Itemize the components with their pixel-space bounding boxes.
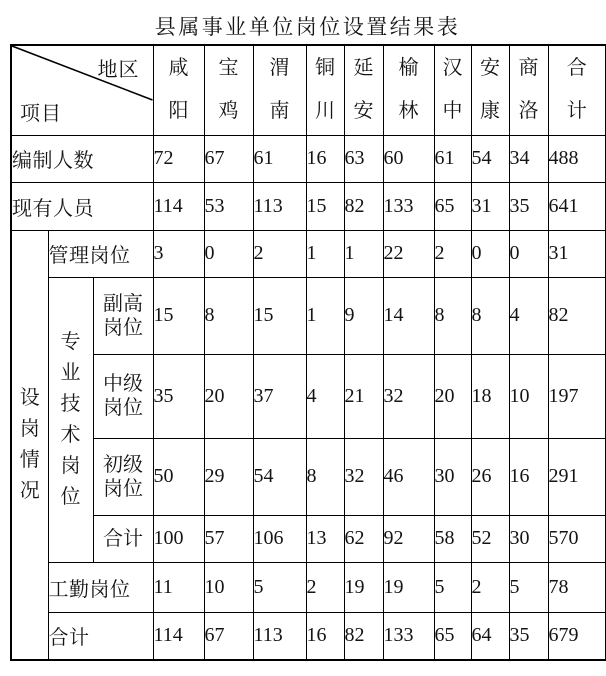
data-cell: 19 <box>383 562 434 612</box>
region-header-label: 汉中 <box>442 57 463 123</box>
region-header-label: 宝鸡 <box>218 57 239 123</box>
region-header-label: 延安 <box>353 57 374 123</box>
data-cell: 10 <box>509 354 548 438</box>
data-cell: 21 <box>344 354 383 438</box>
data-cell: 20 <box>434 354 471 438</box>
table-row <box>11 562 606 612</box>
region-header-label: 榆林 <box>398 57 419 123</box>
data-cell: 4 <box>306 354 344 438</box>
data-cell: 82 <box>548 277 606 354</box>
section-label: 设岗情况 <box>19 386 40 502</box>
sub-row-label: 合计 <box>93 515 153 562</box>
data-cell: 4 <box>509 277 548 354</box>
data-cell: 0 <box>509 230 548 277</box>
data-cell: 679 <box>548 612 606 660</box>
data-cell: 133 <box>383 612 434 660</box>
data-cell: 22 <box>383 230 434 277</box>
data-cell: 11 <box>153 562 204 612</box>
data-cell: 61 <box>253 135 306 182</box>
data-cell: 8 <box>306 438 344 515</box>
position-setting-table <box>10 44 606 661</box>
data-cell: 15 <box>253 277 306 354</box>
data-cell: 15 <box>306 182 344 230</box>
table-row <box>11 438 606 515</box>
data-cell: 31 <box>548 230 606 277</box>
data-cell: 2 <box>253 230 306 277</box>
data-cell: 82 <box>344 612 383 660</box>
data-cell: 5 <box>509 562 548 612</box>
section-label-cell <box>11 230 48 660</box>
data-cell: 16 <box>306 135 344 182</box>
data-cell: 34 <box>509 135 548 182</box>
region-header <box>344 45 383 135</box>
data-cell: 3 <box>153 230 204 277</box>
row-label: 工勤岗位 <box>48 562 153 612</box>
region-header-label: 商洛 <box>518 57 539 123</box>
data-cell: 65 <box>434 612 471 660</box>
data-cell: 50 <box>153 438 204 515</box>
corner-label-item: 项目 <box>20 102 62 125</box>
data-cell: 26 <box>471 438 509 515</box>
data-cell: 0 <box>204 230 253 277</box>
data-cell: 30 <box>434 438 471 515</box>
row-label: 现有人员 <box>11 182 153 230</box>
data-cell: 641 <box>548 182 606 230</box>
data-cell: 63 <box>344 135 383 182</box>
region-header-label: 铜川 <box>315 57 335 123</box>
sub-row-label: 副高岗位 <box>93 277 153 354</box>
professional-label-cell <box>48 277 93 562</box>
data-cell: 1 <box>306 277 344 354</box>
sub-row-label: 中级岗位 <box>93 354 153 438</box>
data-cell: 8 <box>434 277 471 354</box>
data-cell: 0 <box>471 230 509 277</box>
page-title: 县属事业单位岗位设置结果表 <box>154 15 461 39</box>
region-header <box>434 45 471 135</box>
row-label: 管理岗位 <box>48 230 153 277</box>
corner-label-region: 地区 <box>97 59 140 81</box>
data-cell: 5 <box>434 562 471 612</box>
region-header <box>471 45 509 135</box>
region-header <box>153 45 204 135</box>
data-cell: 65 <box>434 182 471 230</box>
table-row <box>11 277 606 354</box>
data-cell: 52 <box>471 515 509 562</box>
table-row <box>11 182 606 230</box>
data-cell: 14 <box>383 277 434 354</box>
data-cell: 5 <box>253 562 306 612</box>
region-header <box>253 45 306 135</box>
data-cell: 113 <box>253 182 306 230</box>
region-header-label: 渭南 <box>269 57 290 123</box>
data-cell: 16 <box>306 612 344 660</box>
region-header-label: 咸阳 <box>168 57 189 123</box>
data-cell: 54 <box>253 438 306 515</box>
data-cell: 31 <box>471 182 509 230</box>
region-header-label: 合计 <box>566 57 587 123</box>
data-cell: 9 <box>344 277 383 354</box>
data-cell: 35 <box>509 182 548 230</box>
data-cell: 58 <box>434 515 471 562</box>
region-header <box>306 45 344 135</box>
header-row <box>11 45 606 135</box>
data-cell: 197 <box>548 354 606 438</box>
data-cell: 67 <box>204 135 253 182</box>
data-cell: 72 <box>153 135 204 182</box>
data-cell: 15 <box>153 277 204 354</box>
data-cell: 67 <box>204 612 253 660</box>
region-header <box>383 45 434 135</box>
data-cell: 37 <box>253 354 306 438</box>
data-cell: 8 <box>471 277 509 354</box>
data-cell: 291 <box>548 438 606 515</box>
data-cell: 113 <box>253 612 306 660</box>
table-row <box>11 515 606 562</box>
data-cell: 20 <box>204 354 253 438</box>
data-cell: 46 <box>383 438 434 515</box>
professional-label: 专业技术岗位 <box>60 330 81 508</box>
corner-header-cell <box>11 45 153 135</box>
data-cell: 100 <box>153 515 204 562</box>
data-cell: 62 <box>344 515 383 562</box>
row-label: 编制人数 <box>11 135 153 182</box>
data-cell: 114 <box>153 182 204 230</box>
data-cell: 1 <box>344 230 383 277</box>
region-header-label: 安康 <box>480 57 500 123</box>
data-cell: 488 <box>548 135 606 182</box>
data-cell: 30 <box>509 515 548 562</box>
data-cell: 29 <box>204 438 253 515</box>
data-cell: 60 <box>383 135 434 182</box>
data-cell: 35 <box>153 354 204 438</box>
data-cell: 18 <box>471 354 509 438</box>
region-header <box>204 45 253 135</box>
region-header <box>548 45 606 135</box>
data-cell: 61 <box>434 135 471 182</box>
data-cell: 92 <box>383 515 434 562</box>
data-cell: 64 <box>471 612 509 660</box>
table-row <box>11 612 606 660</box>
data-cell: 35 <box>509 612 548 660</box>
table-row <box>11 230 606 277</box>
data-cell: 19 <box>344 562 383 612</box>
data-cell: 2 <box>306 562 344 612</box>
data-cell: 82 <box>344 182 383 230</box>
data-cell: 78 <box>548 562 606 612</box>
data-cell: 57 <box>204 515 253 562</box>
data-cell: 8 <box>204 277 253 354</box>
data-cell: 53 <box>204 182 253 230</box>
data-cell: 1 <box>306 230 344 277</box>
data-cell: 114 <box>153 612 204 660</box>
data-cell: 13 <box>306 515 344 562</box>
table-row <box>11 354 606 438</box>
data-cell: 32 <box>383 354 434 438</box>
data-cell: 106 <box>253 515 306 562</box>
data-cell: 2 <box>471 562 509 612</box>
row-label: 合计 <box>48 612 153 660</box>
data-cell: 570 <box>548 515 606 562</box>
data-cell: 10 <box>204 562 253 612</box>
region-header <box>509 45 548 135</box>
data-cell: 2 <box>434 230 471 277</box>
sub-row-label: 初级岗位 <box>93 438 153 515</box>
data-cell: 32 <box>344 438 383 515</box>
data-cell: 16 <box>509 438 548 515</box>
data-cell: 133 <box>383 182 434 230</box>
data-cell: 54 <box>471 135 509 182</box>
table-row <box>11 135 606 182</box>
